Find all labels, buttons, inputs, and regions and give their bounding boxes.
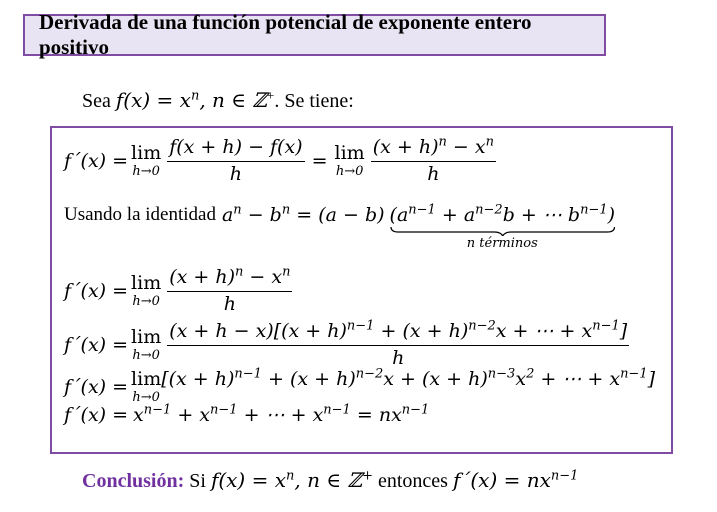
conclusion-line: Conclusión: Si $f(x) = x^n$, n ∈ ℤ+ entonces f´(x) = $nx^{n-1}$	[82, 468, 579, 492]
derivation-step-3: f´(x) = lim h→0 $\frac{(x + h)^n - x^n}{h}$	[64, 264, 291, 315]
limit-operator: lim h→0	[334, 142, 365, 180]
limit-operator: lim h→0	[131, 326, 162, 364]
fraction: $\frac{(x + h - x)[(x + h)^{n-1} + (x + h)^{n-2}x + \cdots + x^{n-1}]}{h}$	[169, 318, 628, 369]
derivation-step-1: f´(x) = lim h→0 $\frac{f(x + h) - f(x)}{h}$ = lim h→0 $\frac{(x + h)^n - x^n}{h}$	[64, 134, 494, 185]
fraction: $\frac{(x + h)^n - x^n}{h}$	[372, 134, 494, 185]
limit-operator: lim h→0	[131, 272, 162, 310]
derivation-box	[50, 126, 673, 454]
underbrace-icon	[390, 226, 616, 236]
section-title-text: Derivada de una función potencial de exponente entero positivo	[39, 10, 532, 59]
fraction: $\frac{f(x + h) - f(x)}{h}$	[169, 136, 303, 185]
derivation-step-5: f´(x) = lim h→0 [$(x + h)^{n-1} + (x + h)^{n-2}x + (x + h)^{n-3}x^2$ + ⋯ + $x^{n-1}$]	[64, 366, 656, 405]
derivation-step-4: f´(x) = lim h→0 $\frac{(x + h - x)[(x + h)^{n-1} + (x + h)^{n-2}x + \cdots + x^{n-1}]}{h}$	[64, 318, 628, 369]
fraction: $\frac{(x + h)^n - x^n}{h}$	[169, 264, 291, 315]
underbrace-group: ($a^{n-1} + a^{n-2}b$ + ⋯ $b^{n-1}$) n términos	[389, 202, 616, 251]
section-title	[23, 10, 606, 59]
identity-line: Usando la identidad $a^n - b^n = (a - b)$ ($a^{n-1} + a^{n-2}b$ + ⋯ $b^{n-1}$) n términos	[64, 202, 616, 251]
conclusion-label: Conclusión:	[82, 470, 185, 492]
derivation-step-6: f´(x) = $x^{n-1} + x^{n-1}$ + ⋯ + $x^{n-1} = nx^{n-1}$	[64, 402, 430, 426]
limit-operator: lim h→0	[131, 142, 162, 180]
intro-statement: Sea $f(x) = x^n$, n ∈ ℤ+. Se tiene:	[82, 87, 354, 112]
limit-operator: lim h→0	[131, 368, 162, 405]
